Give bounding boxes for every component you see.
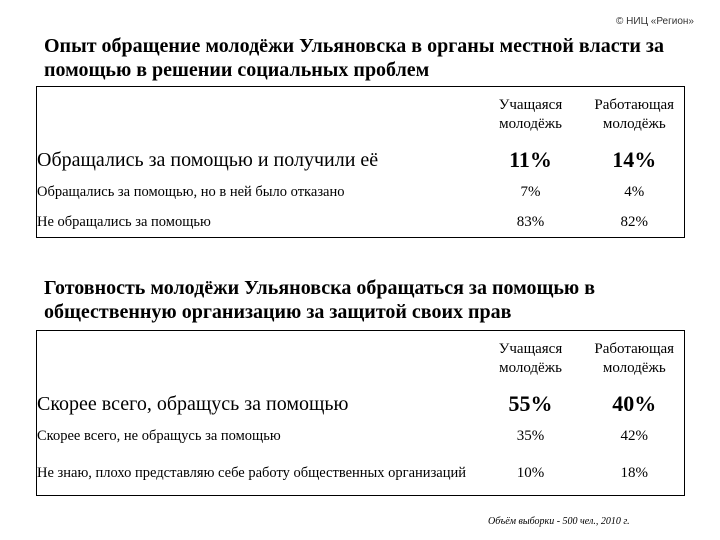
table-header-row (37, 87, 685, 144)
ngo-readiness-table (36, 330, 685, 496)
row-label: Не знаю, плохо представляю себе работу общественных организаций (37, 451, 477, 496)
column-header-working (585, 87, 685, 144)
working-value: 18% (585, 451, 685, 496)
copyright-label: © НИЦ «Регион» (616, 16, 694, 27)
sample-size-note: Объём выборки - 500 чел., 2010 г. (488, 516, 630, 527)
column-header-working-line2: молодёжь (602, 360, 666, 376)
row-label: Скорее всего, не обращусь за помощью (37, 421, 477, 451)
column-header-student-line2: молодёжь (499, 116, 562, 132)
working-value: 42% (585, 421, 685, 451)
table-row (37, 207, 685, 238)
row-label: Обращались за помощью, но в ней было отказано (37, 177, 477, 207)
section2-title: Готовность молодёжи Ульяновска обращаться за помощью в общественную организацию за защитой своих прав (44, 277, 596, 323)
table-row (37, 451, 685, 496)
row-label: Не обращались за помощью (37, 207, 477, 238)
column-header-working-line1: Работающая (594, 97, 675, 113)
column-header-student (477, 87, 585, 144)
column-header-student-line1: Учащаяся (498, 341, 563, 357)
header-empty-cell (37, 331, 477, 388)
student-value: 55% (508, 391, 553, 416)
column-header-working (585, 331, 685, 388)
table-row (37, 143, 685, 177)
student-value: 7% (520, 183, 541, 200)
row-label: Скорее всего, обращусь за помощью (37, 387, 477, 421)
table-header-row (37, 331, 685, 388)
row-label: Обращались за помощью и получили её (37, 143, 477, 177)
header-empty-cell (37, 87, 477, 144)
appeal-experience-table (36, 86, 685, 238)
working-value: 4% (585, 177, 685, 207)
student-value: 11% (509, 147, 552, 172)
column-header-student-line2: молодёжь (499, 360, 562, 376)
table-row (37, 421, 685, 451)
student-value: 10% (477, 451, 585, 496)
column-header-working-line2: молодёжь (602, 116, 666, 132)
working-value: 14% (585, 143, 685, 177)
student-value: 83% (477, 207, 585, 238)
column-header-student (477, 331, 585, 388)
section1-title: Опыт обращение молодёжи Ульяновска в органы местной власти за помощью в решении социальных проблем (44, 35, 664, 81)
column-header-working-line1: Работающая (594, 341, 675, 357)
working-value: 40% (585, 387, 685, 421)
table-row (37, 387, 685, 421)
working-value: 82% (585, 207, 685, 238)
student-value: 35% (516, 427, 545, 444)
table-row (37, 177, 685, 207)
column-header-student-line1: Учащаяся (498, 97, 563, 113)
